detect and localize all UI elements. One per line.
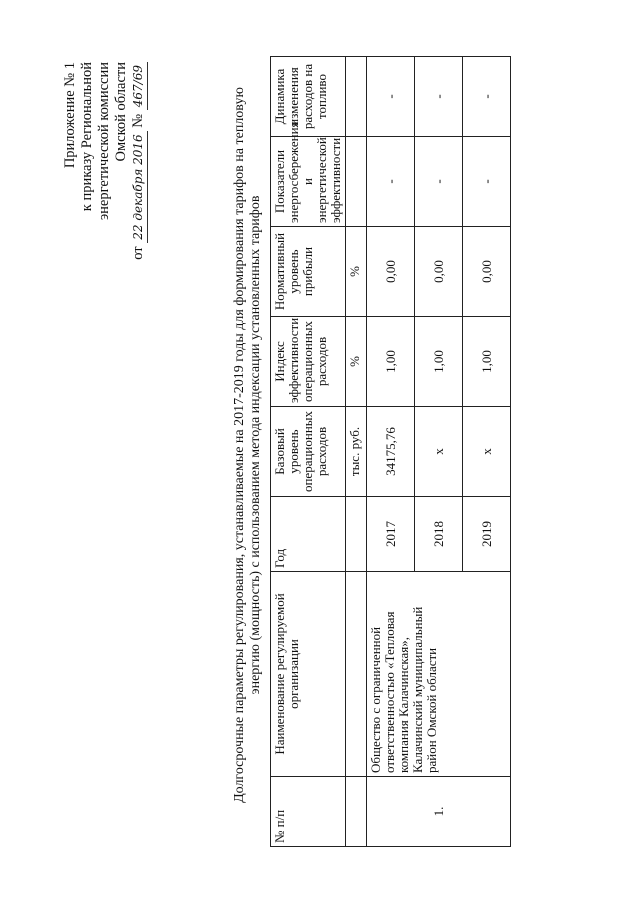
appendix-header — [62, 62, 148, 362]
table-units-row — [346, 57, 367, 847]
cell-base: 34175,76 — [367, 407, 415, 497]
header-fuel: Динамика изменения расходов на топливо — [271, 57, 346, 137]
cell-fuel: - — [415, 57, 463, 137]
cell-year: 2019 — [463, 497, 511, 572]
header-index: Индекс эффективности операционных расходов — [271, 317, 346, 407]
cell-profit: 0,00 — [367, 227, 415, 317]
header-num: № п/п — [271, 777, 346, 847]
cell-energy: - — [367, 137, 415, 227]
title-line-1: Долгосрочные параметры регулирования, устанавливаемые на 2017-2019 годы для формирования тарифов на тепловую — [232, 87, 247, 803]
parameters-table — [270, 56, 511, 847]
header-energy: Показатели энергосбережения и энергетической эффективности — [271, 137, 346, 227]
cell-index: 1,00 — [415, 317, 463, 407]
cell-profit: 0,00 — [463, 227, 511, 317]
appendix-line-4: Омской области — [113, 62, 129, 162]
organization-name: Общество с ограниченной ответственностью «Тепловая компания Калачинская», Калачинский муниципальный район Омской области — [367, 572, 511, 777]
order-number: 467/69 — [130, 62, 148, 110]
date-prefix: от — [130, 246, 146, 260]
header-profit: Нормативный уровень прибыли — [271, 227, 346, 317]
cell-index: 1,00 — [367, 317, 415, 407]
unit-base: тыс. руб. — [346, 407, 367, 497]
cell-profit: 0,00 — [415, 227, 463, 317]
cell-fuel: - — [367, 57, 415, 137]
cell-base: х — [463, 407, 511, 497]
table-row — [367, 57, 415, 847]
table-header-row — [271, 57, 346, 847]
cell-energy: - — [415, 137, 463, 227]
order-date: 22 декабря 2016 — [130, 131, 148, 242]
header-name: Наименование регулируемой организации — [271, 572, 346, 777]
cell-base: х — [415, 407, 463, 497]
header-year: Год — [271, 497, 346, 572]
order-date-line — [130, 62, 148, 362]
header-base: Базовый уровень операционных расходов — [271, 407, 346, 497]
cell-index: 1,00 — [463, 317, 511, 407]
cell-energy: - — [463, 137, 511, 227]
appendix-line-3: энергетической комиссии — [96, 62, 112, 221]
unit-profit: % — [346, 227, 367, 317]
cell-year: 2017 — [367, 497, 415, 572]
document-title — [232, 45, 264, 845]
appendix-line-2: к приказу Региональной — [79, 62, 95, 212]
appendix-number: Приложение № 1 — [62, 62, 78, 169]
title-line-2: энергию (мощность) с использованием метода индексации установленных тарифов — [248, 195, 263, 695]
cell-fuel: - — [463, 57, 511, 137]
number-label: № — [130, 113, 146, 128]
row-number: 1. — [367, 777, 511, 847]
cell-year: 2018 — [415, 497, 463, 572]
unit-index: % — [346, 317, 367, 407]
